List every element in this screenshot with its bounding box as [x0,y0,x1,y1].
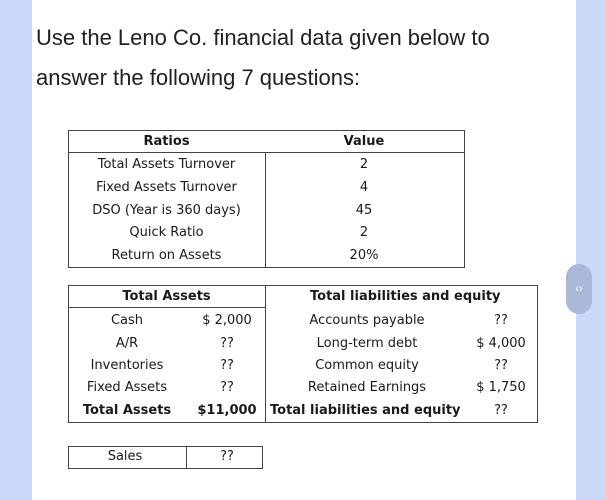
liability-label: Common equity [315,358,419,373]
ratio-value: 2 [359,157,369,172]
sales-value: ?? [220,449,234,464]
liability-value: ?? [494,358,508,373]
total-assets-label: Total Assets [82,403,172,418]
total-liabilities-label: Total liabilities and equity [270,403,461,418]
asset-value: ?? [220,336,234,351]
liability-value: $ 1,750 [476,380,526,395]
asset-label: Cash [110,313,144,328]
liability-label: Accounts payable [309,313,425,328]
sales-label: Sales [107,449,143,464]
asset-label: A/R [115,336,139,351]
liability-value: $ 4,000 [476,336,526,351]
ratio-label: Fixed Assets Turnover [96,180,237,195]
ratio-value: 20% [349,248,379,263]
liability-label: Long-term debt [316,336,418,351]
liabilities-header: Total liabilities and equity [310,289,501,304]
liability-value: ?? [494,313,508,328]
ratio-label: Total Assets Turnover [97,157,236,172]
ratio-value: 2 [359,225,369,240]
ratios-header-value: Value [343,134,385,149]
assets-header: Total Assets [122,289,211,304]
asset-label: Inventories [90,358,164,373]
ratios-header-label: Ratios [143,134,190,149]
asset-value: ?? [220,358,234,373]
asset-value: $ 2,000 [202,313,252,328]
total-liabilities-value: ?? [494,403,508,418]
asset-label: Fixed Assets [86,380,168,395]
ratio-label: Return on Assets [111,248,222,263]
left-right-chevron-icon: ‹› [575,283,583,295]
ratio-label: DSO (Year is 360 days) [92,203,241,218]
ratio-value: 4 [359,180,369,195]
liability-label: Retained Earnings [307,380,427,395]
ratio-label: Quick Ratio [129,225,204,240]
total-assets-value: $11,000 [197,403,257,418]
ratio-value: 45 [355,203,373,218]
scroll-handle[interactable] [566,264,592,314]
asset-value: ?? [220,380,234,395]
question-text: Use the Leno Co. financial data given below to answer the following 7 questions: [36,25,490,90]
